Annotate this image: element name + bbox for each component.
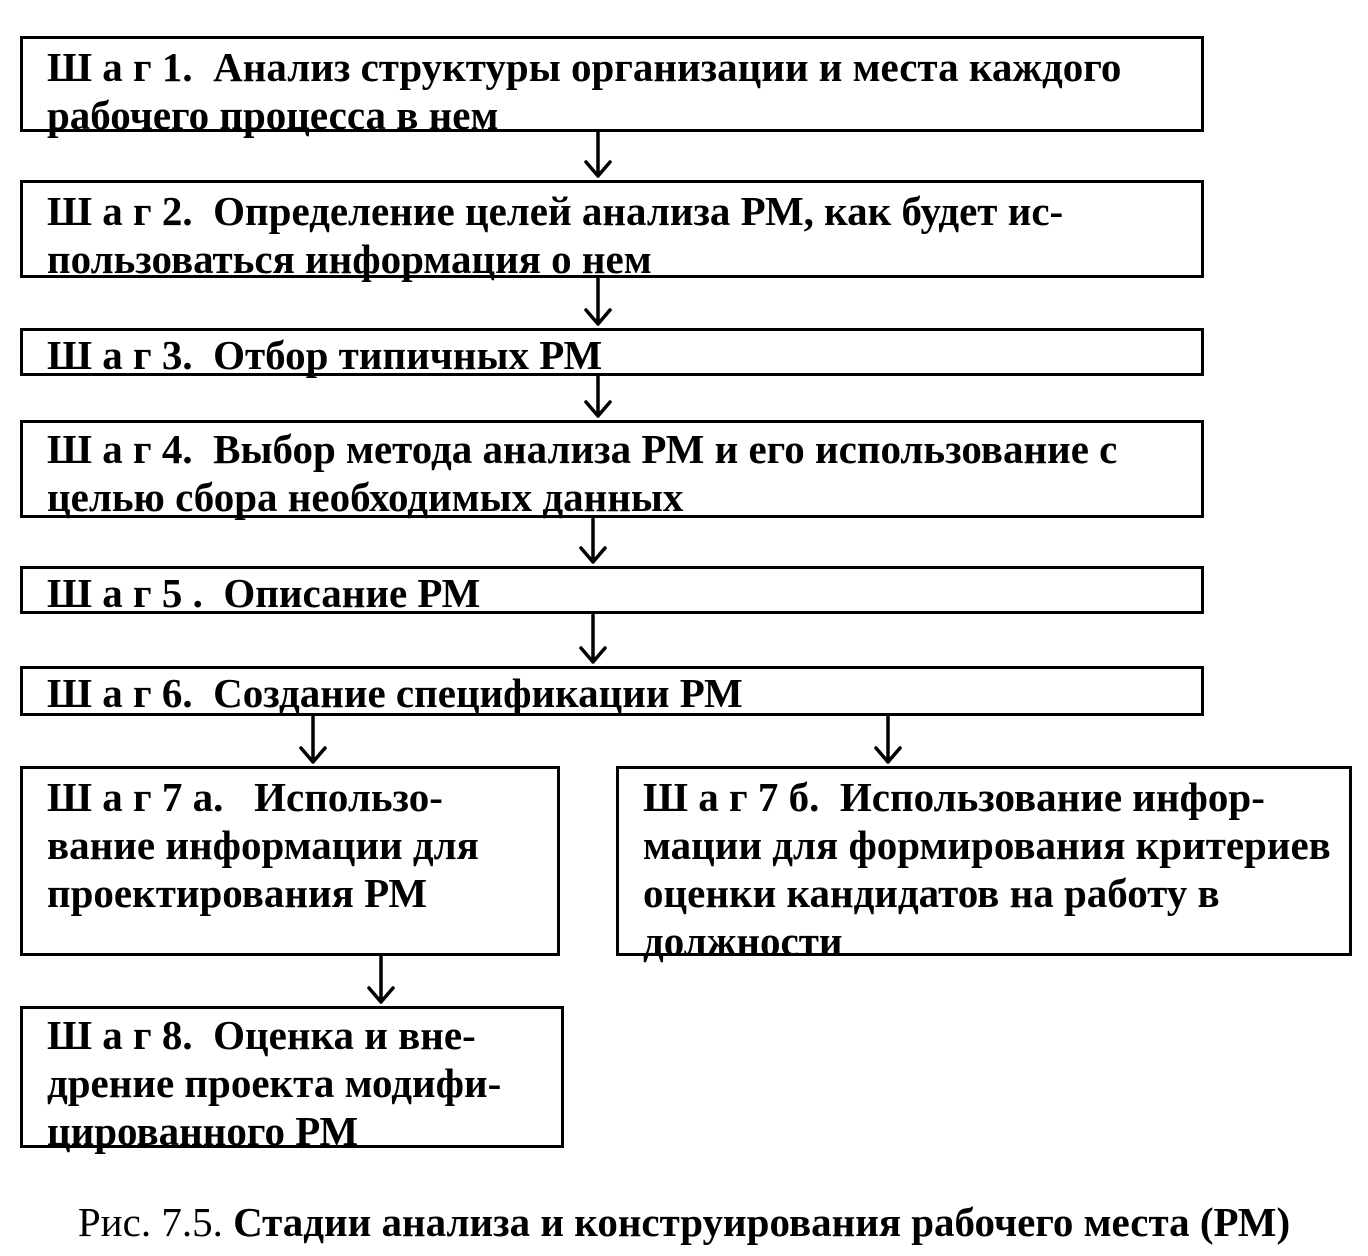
arrow-1-to-2 xyxy=(586,133,610,176)
arrow-2-to-3 xyxy=(586,279,610,324)
step-7a-box xyxy=(20,766,560,956)
arrow-3-to-4 xyxy=(586,377,610,416)
step-8-line-1: Ш а г 8. Оценка и вне- xyxy=(47,1012,476,1058)
step-8-box xyxy=(20,1006,564,1154)
step-2-line-1: Ш а г 2. Определение целей анализа РМ, как будет ис- xyxy=(47,188,1064,234)
step-3-box xyxy=(20,328,1204,376)
figure-caption-number: Рис. 7.5. xyxy=(77,1199,234,1245)
figure-caption xyxy=(0,1196,1368,1248)
step-5-box xyxy=(20,566,1204,614)
step-7b-box xyxy=(616,766,1352,964)
step-8-line-2: дрение проекта модифи- xyxy=(47,1060,502,1106)
step-4-line-2: целью сбора необходимых данных xyxy=(47,474,684,520)
step-7b-line-1: Ш а г 7 б. Использование инфор- xyxy=(643,774,1265,820)
step-7b-line-3: оценки кандидатов на работу в xyxy=(643,870,1220,916)
step-8-line-3: цированного РМ xyxy=(47,1108,359,1154)
step-7a-line-3: проектирования РМ xyxy=(47,870,428,916)
step-7a-line-1: Ш а г 7 а. Использо- xyxy=(47,774,443,820)
step-7b-line-2: мации для формирования критериев xyxy=(643,822,1331,868)
step-1-box xyxy=(20,36,1204,138)
step-2-line-2: пользоваться информация о нем xyxy=(47,236,652,282)
step-3-line-1: Ш а г 3. Отбор типичных РМ xyxy=(47,332,603,378)
figure-caption-text: Стадии анализа и конструирования рабочего места (РМ) xyxy=(233,1199,1291,1245)
arrow-4-to-5 xyxy=(581,519,605,562)
step-7a-line-2: вание информации для xyxy=(47,822,479,868)
arrow-6-to-7b xyxy=(876,717,900,762)
arrow-7a-to-8 xyxy=(369,957,393,1002)
step-6-line-1: Ш а г 6. Создание спецификации РМ xyxy=(47,670,743,716)
step-7b-line-4: должности xyxy=(643,918,843,964)
step-4-box xyxy=(20,420,1204,518)
step-1-line-2: рабочего процесса в нем xyxy=(47,92,499,138)
step-2-box xyxy=(20,180,1204,282)
step-4-line-1: Ш а г 4. Выбор метода анализа РМ и его использование с xyxy=(47,426,1118,472)
arrow-6-to-7a xyxy=(301,717,325,762)
step-5-line-1: Ш а г 5 . Описание РМ xyxy=(47,570,481,616)
step-1-line-1: Ш а г 1. Анализ структуры организации и места каждого xyxy=(47,44,1122,90)
arrow-5-to-6 xyxy=(581,615,605,662)
step-6-box xyxy=(20,666,1204,716)
